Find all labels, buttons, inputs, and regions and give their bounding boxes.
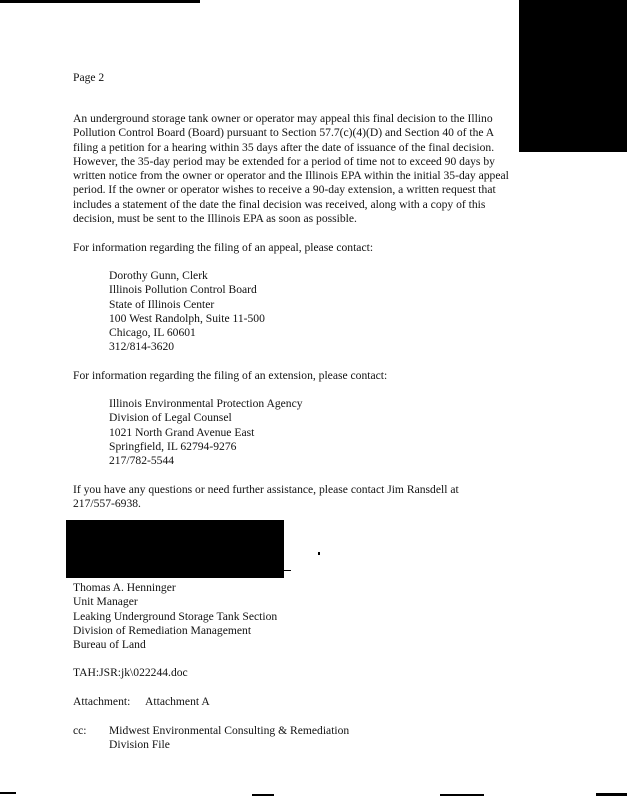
signature-block	[73, 581, 277, 652]
cc-recipient: Midwest Environmental Consulting & Remediation	[109, 724, 350, 737]
address-line: 312/814-3620	[109, 340, 175, 354]
address-line: Illinois Pollution Control Board	[109, 283, 257, 297]
scan-mark	[596, 793, 627, 796]
page-label: Page 2	[73, 71, 105, 84]
questions-paragraph	[73, 483, 459, 512]
signature-stroke	[283, 570, 291, 571]
appeal-contact-intro: For information regarding the filing of an appeal, please contact:	[73, 241, 374, 254]
signature-line: Division of Remediation Management	[73, 623, 252, 637]
signature-line: Bureau of Land	[73, 638, 146, 652]
attachment-label: Attachment:	[73, 695, 131, 708]
address-line: 100 West Randolph, Suite 11-500	[109, 311, 265, 325]
appeal-line: Pollution Control Board (Board) pursuant to Section 57.7(c)(4)(D) and Section 40 of the A	[73, 126, 495, 140]
address-line: Springfield, IL 62794-9276	[109, 439, 237, 453]
appeal-line: An underground storage tank owner or operator may appeal this final decision to the Illino	[73, 112, 493, 125]
appeal-contact-address	[109, 269, 265, 355]
extension-contact-address	[109, 397, 303, 468]
extension-contact-intro: For information regarding the filing of an extension, please contact:	[73, 369, 388, 382]
appeal-line: period. If the owner or operator wishes to receive a 90-day extension, a written request that	[73, 183, 496, 197]
cc-recipients	[109, 724, 349, 753]
appeal-line: includes a statement of the date the final decision was received, along with a copy of this	[73, 197, 486, 211]
address-line: State of Illinois Center	[109, 297, 215, 311]
cc-label: cc:	[73, 724, 87, 737]
redaction-bar-top-left	[0, 0, 200, 3]
scan-mark	[0, 792, 16, 794]
appeal-line: However, the 35-day period may be extended for a period of time not to exceed 90 days by	[73, 154, 495, 168]
address-line: Dorothy Gunn, Clerk	[109, 269, 208, 282]
address-line: Illinois Environmental Protection Agency	[109, 397, 303, 410]
cc-recipient: Division File	[109, 738, 170, 752]
speck	[318, 552, 320, 555]
scan-mark	[252, 794, 274, 796]
signature-line: Unit Manager	[73, 595, 138, 609]
scan-mark	[440, 794, 484, 796]
file-reference: TAH:JSR:jk\022244.doc	[73, 666, 188, 679]
appeal-line: written notice from the owner or operator and the Illinois EPA within the initial 35-day appeal	[73, 169, 509, 183]
address-line: 217/782-5544	[109, 454, 175, 468]
appeal-paragraph	[73, 112, 509, 226]
appeal-line: filing a petition for a hearing within 35 days after the date of issuance of the final decision.	[73, 140, 495, 154]
address-line: Chicago, IL 60601	[109, 326, 196, 340]
address-line: Division of Legal Counsel	[109, 411, 232, 425]
questions-line: 217/557-6938.	[73, 497, 141, 511]
signature-line: Thomas A. Henninger	[73, 581, 176, 594]
signature-line: Leaking Underground Storage Tank Section	[73, 609, 278, 623]
address-line: 1021 North Grand Avenue East	[109, 425, 255, 439]
redaction-block-top-right	[519, 0, 627, 152]
questions-line: If you have any questions or need further assistance, please contact Jim Ransdell at	[73, 483, 459, 496]
attachment-value: Attachment A	[145, 695, 210, 708]
appeal-line: decision, must be sent to the Illinois EPA as soon as possible.	[73, 212, 357, 226]
redacted-signature	[66, 520, 284, 578]
